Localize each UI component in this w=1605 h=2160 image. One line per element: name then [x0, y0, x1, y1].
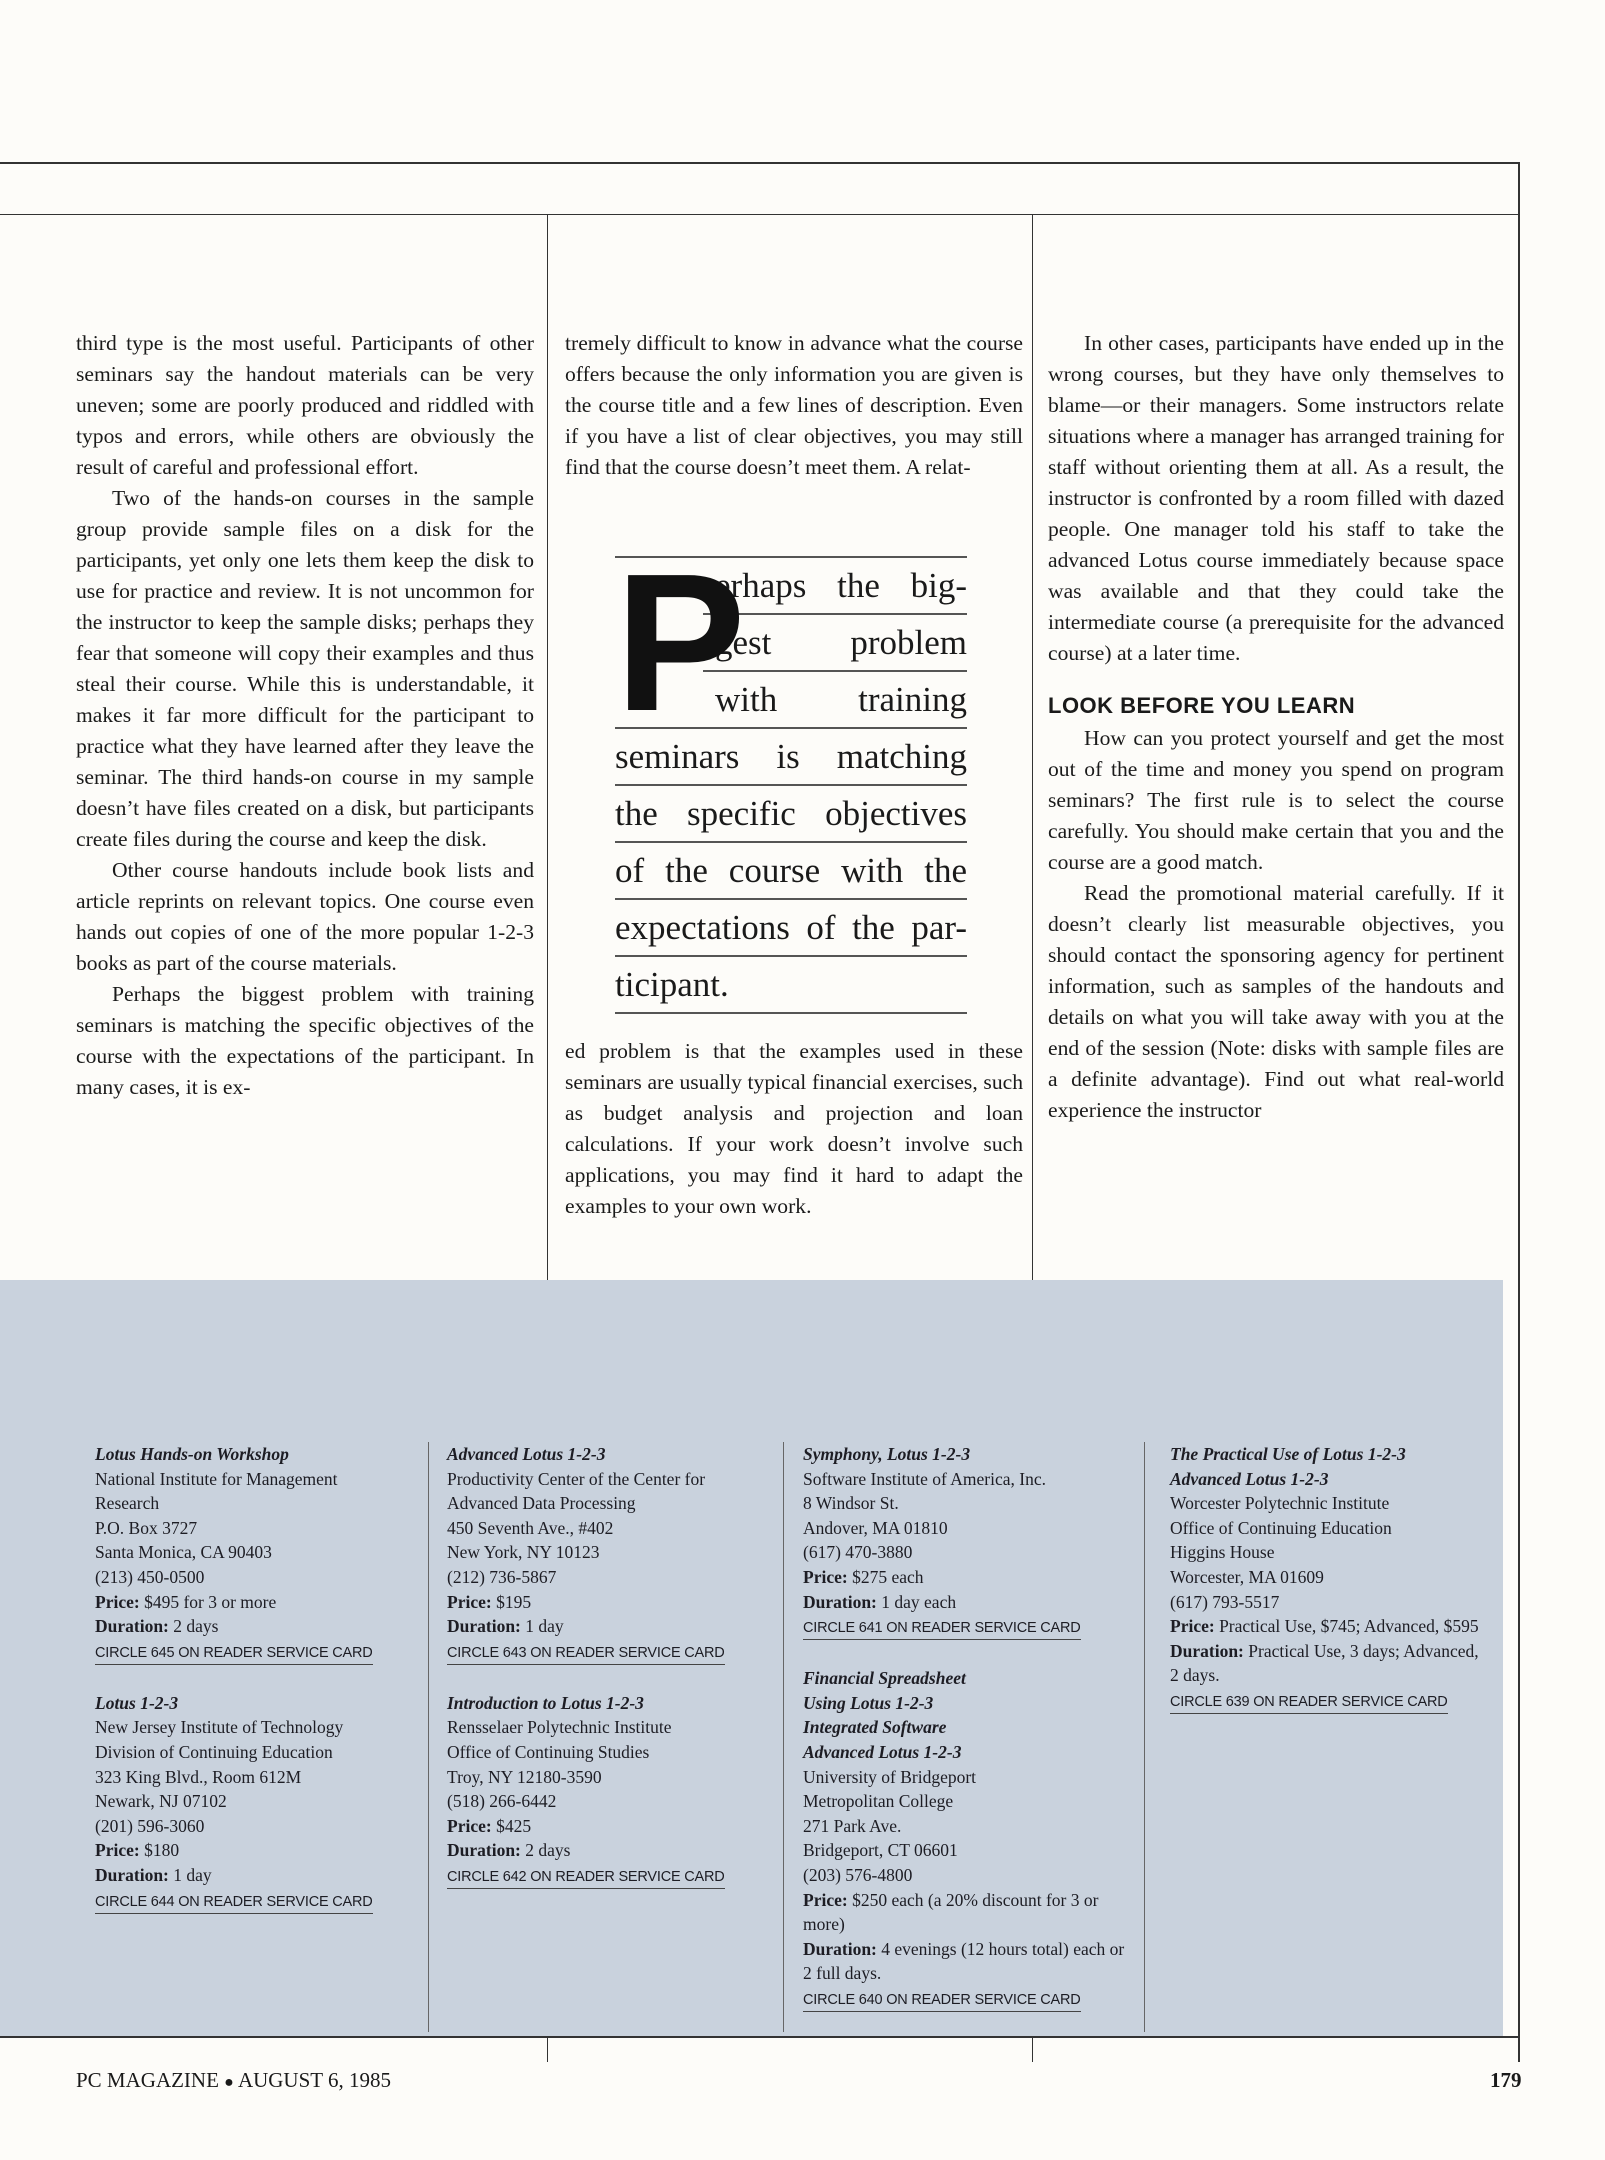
sidebar-column-1: [95, 1442, 425, 1940]
section-heading: LOOK BEFORE YOU LEARN: [1048, 693, 1356, 718]
course-address-line: University of Bridgeport: [803, 1766, 977, 1787]
course-address-line: Andover, MA 01810: [803, 1517, 948, 1538]
column-3-paragraph: Read the promotional material carefully. If it doesn’t clearly list measurable objectives, you should contact the sponsoring agency for pertinent information, such as samples of the handouts and details on what you will take away with you at the end of the session (Note: disks with sample files are a definite advantage). Find out what real-world experience the instructor: [1048, 881, 1504, 1122]
course-price: [803, 1565, 1133, 1590]
article-column-3: [1048, 328, 1504, 1126]
price-label: Price:: [447, 1591, 492, 1612]
course-address-line: (212) 736-5867: [447, 1566, 557, 1587]
course-address-line: Software Institute of America, Inc.: [803, 1468, 1046, 1489]
pull-quote-line: erhaps the big-: [615, 558, 967, 615]
course-address-line: Productivity Center of the Center for: [447, 1468, 706, 1489]
course-entry: [95, 1442, 425, 1665]
column-1-paragraph: Two of the hands-on courses in the sample group provide sample files on a disk for the participants, yet only one lets them keep the disk to use for practice and review. It is not uncommon for the instructor to keep the sample disks; perhaps they fear that someone will copy their examples and thus steal their course. While this is understandable, it makes it far more difficult for the participant to practice what they have learned after they leave the seminar. The third hands-on course in my sample doesn’t have files created on a disk, but participants create files during the course and keep the disk.: [76, 486, 534, 851]
footer-bullet: ●: [224, 2074, 234, 2091]
course-price: [447, 1590, 777, 1615]
duration-label: Duration:: [1170, 1640, 1244, 1661]
price-value: $425: [496, 1815, 532, 1836]
duration-value: 2 days: [173, 1616, 219, 1637]
duration-value: 4 evenings (12 hours total) each or 2 full days.: [803, 1938, 1125, 1984]
course-address-line: Office of Continuing Education: [1170, 1517, 1392, 1538]
pull-quote-line: with training: [615, 672, 967, 729]
course-address-line: Advanced Data Processing: [447, 1493, 636, 1514]
course-price: [95, 1838, 425, 1863]
sidebar-column-3: [803, 1442, 1133, 2038]
sidebar-divider-1: [428, 1442, 429, 2032]
column-1-paragraph: Other course handouts include book lists and article reprints on relevant topics. One course even hands out copies of one of the more popular 1-2-3 books as part of the course materials.: [76, 858, 534, 975]
duration-label: Duration:: [803, 1591, 877, 1612]
course-address-line: 8 Windsor St.: [803, 1493, 899, 1514]
column-3-paragraph: How can you protect yourself and get the most out of the time and money you spend on program seminars? The first rule is to select the course carefully. You should make certain that you and the course are a good match.: [1048, 726, 1504, 874]
course-price: [803, 1888, 1133, 1937]
price-label: Price:: [95, 1840, 140, 1861]
price-value: Practical Use, $745; Advanced, $595: [1219, 1616, 1479, 1637]
column-3-paragraph: In other cases, participants have ended up in the wrong courses, but they have only themselves to blame—or their managers. Some instructors relate situations where a manager has arranged training for staff without orienting them at all. As a result, the instructor is confronted by a room filled with dazed people. One manager told his staff to take the advanced Lotus course immediately because space was available and that they could take the intermediate course (a prerequisite for the advanced course) at a later time.: [1048, 331, 1504, 665]
column-divider-2: [1032, 214, 1033, 1280]
duration-label: Duration:: [803, 1938, 877, 1959]
price-value: $180: [144, 1840, 180, 1861]
bottom-divider-2: [1032, 2036, 1033, 2062]
course-address-line: Rensselaer Polytechnic Institute: [447, 1717, 672, 1738]
course-price: [95, 1590, 425, 1615]
column-1-paragraph: Perhaps the biggest problem with training seminars is matching the specific objectives of the course with the expectations of the participant. In many cases, it is ex-: [76, 982, 534, 1099]
course-address-line: P.O. Box 3727: [95, 1517, 198, 1538]
price-value: $195: [496, 1591, 532, 1612]
course-address-line: (203) 576-4800: [803, 1864, 913, 1885]
reader-service-note: CIRCLE 642 ON READER SERVICE CARD: [447, 1866, 725, 1889]
course-address-line: Research: [95, 1493, 160, 1514]
top-rule: [0, 162, 1520, 164]
column-2-top-text: tremely difficult to know in advance what the course offers because the only information you are given is the course title and a few lines of description. Even if you have a list of clear objectives, you may still find that the course doesn’t meet them. A relat-: [565, 331, 1023, 479]
reader-service-note: CIRCLE 643 ON READER SERVICE CARD: [447, 1642, 725, 1665]
article-column-2: [565, 328, 1023, 483]
course-address-line: New York, NY 10123: [447, 1542, 600, 1563]
course-address-line: (201) 596-3060: [95, 1815, 205, 1836]
course-price: [1170, 1614, 1490, 1639]
duration-label: Duration:: [95, 1616, 169, 1637]
course-duration: [803, 1937, 1133, 1986]
course-address-line: (518) 266-6442: [447, 1791, 557, 1812]
reader-service-note: CIRCLE 640 ON READER SERVICE CARD: [803, 1989, 1081, 2012]
issue-date: AUGUST 6, 1985: [237, 2068, 391, 2092]
magazine-name: PC MAGAZINE: [76, 2068, 219, 2092]
course-address-line: Division of Continuing Education: [95, 1741, 333, 1762]
course-entry: [803, 1666, 1133, 2012]
course-title: Advanced Lotus 1-2-3: [447, 1444, 606, 1464]
duration-value: 1 day each: [881, 1591, 957, 1612]
pull-quote-drop-cap: P: [615, 533, 746, 752]
sidebar-column-2: [447, 1442, 777, 1915]
duration-value: 1 day: [173, 1864, 212, 1885]
course-address-line: (213) 450-0500: [95, 1566, 205, 1587]
reader-service-note: CIRCLE 645 ON READER SERVICE CARD: [95, 1642, 373, 1665]
course-address-line: New Jersey Institute of Technology: [95, 1717, 344, 1738]
course-address-line: Troy, NY 12180-3590: [447, 1766, 602, 1787]
price-label: Price:: [95, 1591, 140, 1612]
course-title: Lotus 1-2-3: [95, 1692, 179, 1713]
reader-service-note: CIRCLE 639 ON READER SERVICE CARD: [1170, 1691, 1448, 1714]
course-duration: [95, 1614, 425, 1639]
duration-label: Duration:: [447, 1616, 521, 1637]
duration-value: 1 day: [525, 1616, 564, 1637]
price-value: $495 for 3 or more: [144, 1591, 277, 1612]
course-entry: [1170, 1442, 1490, 1714]
course-title: Lotus Hands-on Workshop: [95, 1444, 289, 1464]
course-title: Introduction to Lotus 1-2-3: [447, 1692, 644, 1713]
course-title: Advanced Lotus 1-2-3: [803, 1741, 962, 1762]
course-entry: [447, 1691, 777, 1889]
course-entry: [803, 1442, 1133, 1640]
reader-service-note: CIRCLE 644 ON READER SERVICE CARD: [95, 1891, 373, 1914]
pull-quote: [615, 533, 967, 1014]
course-address-line: 323 King Blvd., Room 612M: [95, 1766, 302, 1787]
price-label: Price:: [803, 1889, 848, 1910]
price-value: $275 each: [852, 1566, 924, 1587]
price-label: Price:: [1170, 1616, 1215, 1637]
pull-quote-line: expectations of the par-: [615, 900, 967, 957]
sidebar-column-4: [1170, 1442, 1490, 1740]
pull-quote-line: seminars is matching: [615, 729, 967, 786]
course-price: [447, 1814, 777, 1839]
course-title: Integrated Software: [803, 1717, 947, 1738]
sidebar-divider-2: [783, 1442, 784, 2032]
course-title: Using Lotus 1-2-3: [803, 1692, 934, 1713]
course-duration: [1170, 1639, 1490, 1688]
course-entry: [95, 1691, 425, 1914]
course-address-line: Worcester, MA 01609: [1170, 1566, 1324, 1587]
article-column-1: [76, 328, 534, 1103]
pull-quote-line: gest problem: [615, 615, 967, 672]
course-title: Financial Spreadsheet: [803, 1668, 966, 1689]
course-address-line: 271 Park Ave.: [803, 1815, 902, 1836]
pull-quote-line: the specific objectives: [615, 786, 967, 843]
sidebar-divider-3: [1144, 1442, 1145, 2032]
course-title: Symphony, Lotus 1-2-3: [803, 1444, 971, 1464]
course-address-line: Bridgeport, CT 06601: [803, 1840, 958, 1861]
course-address-line: 450 Seventh Ave., #402: [447, 1517, 614, 1538]
column-1-paragraph: third type is the most useful. Participants of other seminars say the handout materials can be very uneven; some are poorly produced and riddled with typos and errors, while others are obviously the result of careful and professional effort.: [76, 331, 534, 479]
duration-value: Practical Use, 3 days; Advanced, 2 days.: [1170, 1640, 1479, 1686]
header-rule: [0, 214, 1520, 215]
bottom-rule: [0, 2036, 1520, 2038]
pull-quote-line: ticipant.: [615, 957, 967, 1014]
column-divider-1: [547, 214, 548, 1280]
course-duration: [95, 1863, 425, 1888]
course-address-line: (617) 470-3880: [803, 1542, 913, 1563]
course-duration: [447, 1614, 777, 1639]
course-address-line: Office of Continuing Studies: [447, 1741, 650, 1762]
course-address-line: Santa Monica, CA 90403: [95, 1542, 272, 1563]
article-column-2-bottom: [565, 1036, 1023, 1222]
reader-service-note: CIRCLE 641 ON READER SERVICE CARD: [803, 1617, 1081, 1640]
course-address-line: Newark, NJ 07102: [95, 1791, 227, 1812]
course-entry: [447, 1442, 777, 1665]
price-label: Price:: [803, 1566, 848, 1587]
right-frame-rule: [1518, 162, 1520, 2062]
price-value: $250 each (a 20% discount for 3 or more): [803, 1889, 1099, 1935]
course-address-line: Higgins House: [1170, 1542, 1275, 1563]
bottom-divider-1: [547, 2036, 548, 2062]
column-2-bottom-text: ed problem is that the examples used in these seminars are usually typical financial exercises, such as budget analysis and projection and loan calculations. If your work doesn’t involve such applications, you may find it hard to adapt the examples to your own work.: [565, 1039, 1023, 1218]
course-title: Advanced Lotus 1-2-3: [1170, 1468, 1329, 1489]
course-address-line: Metropolitan College: [803, 1791, 954, 1812]
price-label: Price:: [447, 1815, 492, 1836]
course-address-line: Worcester Polytechnic Institute: [1170, 1493, 1390, 1514]
footer-left: [76, 2068, 391, 2093]
duration-label: Duration:: [447, 1840, 521, 1861]
course-duration: [447, 1838, 777, 1863]
course-title: The Practical Use of Lotus 1-2-3: [1170, 1444, 1406, 1464]
course-address-line: National Institute for Management: [95, 1468, 338, 1489]
pull-quote-line: of the course with the: [615, 843, 967, 900]
page-number: 179: [1490, 2068, 1522, 2092]
course-address-line: (617) 793-5517: [1170, 1591, 1280, 1612]
duration-label: Duration:: [95, 1864, 169, 1885]
course-duration: [803, 1590, 1133, 1615]
duration-value: 2 days: [525, 1840, 571, 1861]
